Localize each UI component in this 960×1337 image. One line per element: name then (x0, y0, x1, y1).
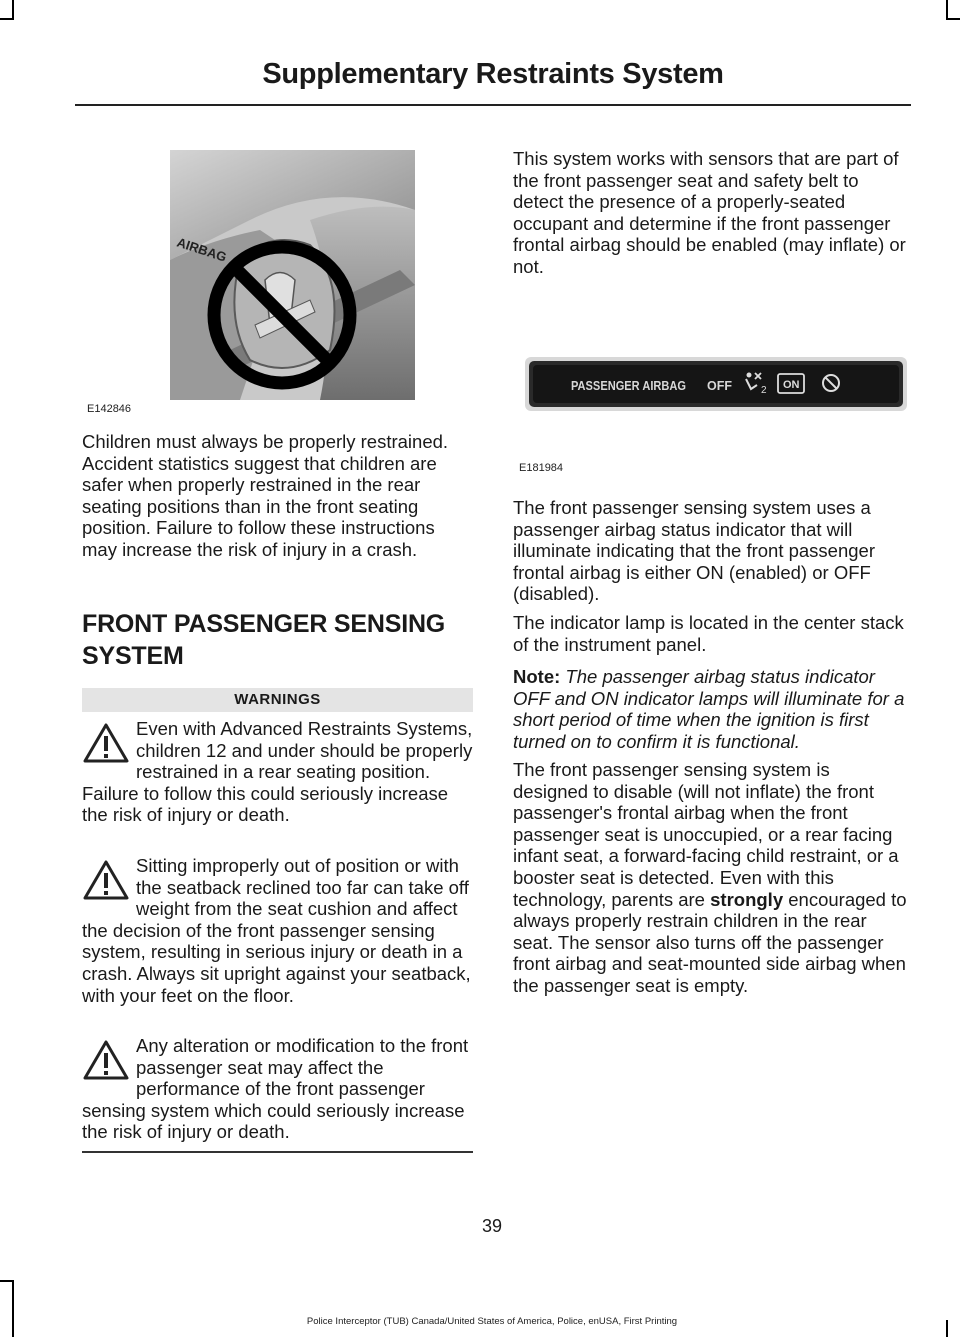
disable-text-end: encouraged to always properly restrain children in the rear seat. The sensor also turns off the passenger front airbag and seat-mounted side airbag when the passenger seat is empty. (513, 888, 907, 996)
child-seat-airbag-figure (170, 150, 415, 400)
warnings-end-rule (82, 1151, 473, 1153)
warning-item (82, 718, 474, 826)
lamp-location-paragraph: The indicator lamp is located in the center stack of the instrument panel. (513, 612, 904, 655)
warnings-header: WARNINGS (82, 688, 473, 712)
figure-label: E181984 (519, 462, 564, 474)
disable-paragraph (513, 759, 907, 997)
header-rule (75, 104, 911, 106)
crop-mark (946, 0, 948, 18)
crop-mark (12, 1280, 14, 1337)
child-seat-prohibited-illustration (170, 150, 415, 400)
note-paragraph (513, 666, 907, 752)
passenger-airbag-indicator-panel (525, 355, 907, 413)
indicator-on: ON (783, 379, 800, 391)
warning-triangle-icon (82, 1039, 130, 1081)
airbag-text: AIRBAG (175, 234, 229, 265)
warning-text: Sitting improperly out of position or with the seatback reclined too far can take off weight from the seat cushion and affect the decision of the front passenger sensing system, resulting in serious injury or death in a crash. Always sit upright against your seatback, with your feet on the floor. (82, 855, 471, 1006)
warning-triangle-icon (82, 722, 130, 764)
crop-mark (12, 0, 14, 18)
footer-text: Police Interceptor (TUB) Canada/United States of America, Police, enUSA, First Printing (306, 1316, 678, 1327)
crop-mark (0, 18, 14, 20)
figure-label: E142846 (87, 403, 132, 415)
crop-mark (0, 1280, 14, 1282)
disable-text-start: The front passenger sensing system is designed to disable (will not inflate) the front passenger's frontal airbag when the front passenger seat is unoccupied, or a rear facing infant seat, a forward-facing child restraint, or a booster seat is detected. Even with this technology, parents are (513, 759, 899, 910)
page-number: 39 (481, 1216, 503, 1236)
warning-item (82, 1035, 474, 1143)
indicator-paragraph: The front passenger sensing system uses a passenger airbag status indicator that will illuminate indicating that the front passenger frontal airbag is either ON (enabled) or OFF (disabled). (513, 497, 875, 605)
section-title-line1: FRONT PASSENGER SENSING (82, 610, 446, 638)
sensor-paragraph: This system works with sensors that are part of the front passenger seat and safety belt to detect the presence of a properly-seated occupant and determine if the front passenger frontal airbag should be enabled (may inflate) or not. (513, 148, 906, 277)
page-header-title: Supplementary Restraints System (262, 58, 724, 90)
warning-item (82, 855, 474, 1006)
intro-paragraph: Children must always be properly restrained. Accident statistics suggest that children are safer when properly restrained in the rear seating positions than in the front seating position. Failure to follow these instructions may increase the risk of injury in a crash. (82, 431, 449, 560)
warning-text: Even with Advanced Restraints Systems, children 12 and under should be properly restrained in a rear seating position. Failure to follow this could seriously increase the risk of injury or death. (82, 718, 473, 826)
airbag-indicator-figure (525, 355, 907, 413)
section-title-line2: SYSTEM (82, 642, 184, 670)
note-text: The passenger airbag status indicator OFF and ON indicator lamps will illuminate for a short period of time when the ignition is first turned on to confirm it is functional. (513, 666, 905, 752)
section-title (82, 608, 482, 672)
warning-text: Any alteration or modification to the front passenger seat may affect the performance of the front passenger sensing system which could seriously increase the risk of injury or death. (82, 1035, 469, 1143)
crop-mark (946, 18, 960, 20)
svg-text:2: 2 (761, 385, 767, 396)
indicator-label: PASSENGER AIRBAG (571, 379, 686, 393)
indicator-off: OFF (707, 379, 732, 393)
warning-triangle-icon (82, 859, 130, 901)
note-label: Note: (513, 666, 561, 687)
strongly-emphasis: strongly (710, 888, 784, 910)
